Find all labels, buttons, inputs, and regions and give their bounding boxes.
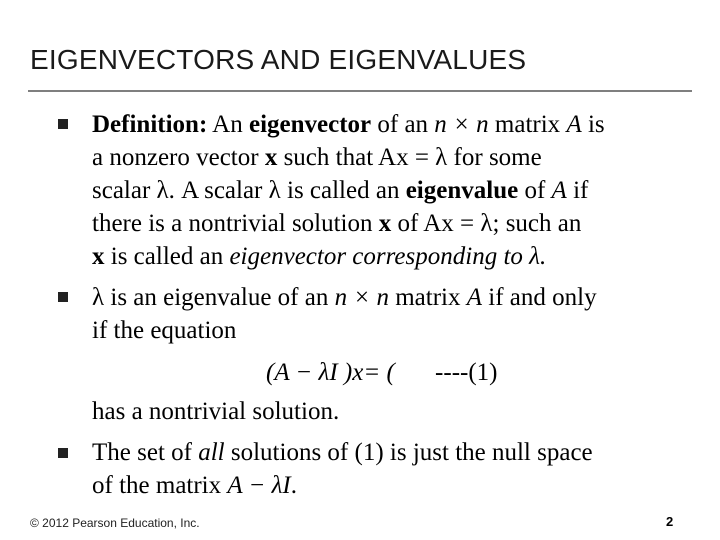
matrix-size: n × n <box>434 111 489 138</box>
title-underline <box>28 90 692 92</box>
equation-1-expression: (A − λI )x= ( <box>266 359 395 386</box>
copyright-footer: © 2012 Pearson Education, Inc. <box>30 516 200 530</box>
nullspace-line-2: of the matrix A − λI. <box>92 472 297 499</box>
term-eigenvector: eigenvector <box>248 111 372 138</box>
theorem-line-3: has a nontrivial solution. <box>92 398 340 425</box>
definition-line-3: scalar λ. A scalar λ is called an eigenvalue of A if <box>92 177 589 204</box>
equation-1 <box>266 358 498 388</box>
theorem-line-1: λ is an eigenvalue of an n × n matrix A if and only <box>92 284 597 311</box>
bullet-square-2 <box>58 292 68 302</box>
bullet-square-1 <box>58 119 68 129</box>
definition-line-2: a nonzero vector x such that Ax = λ for some <box>92 144 542 171</box>
theorem-line-2: if the equation <box>92 317 237 344</box>
definition-line-5: x is called an eigenvector corresponding to λ. <box>92 243 547 270</box>
equation-ax-lambda: Ax = λ <box>378 144 448 171</box>
definition-line-4: there is a nontrivial solution x of Ax = λ; such an <box>92 210 582 237</box>
definition-line-1: Definition: An eigenvector of an n × n matrix A is <box>92 111 605 138</box>
definition-label: Definition: <box>92 111 208 138</box>
bullet-square-3 <box>58 448 68 458</box>
equation-ax-lambda-2: Ax = λ <box>423 210 493 237</box>
slide-title: EIGENVECTORS AND EIGENVALUES <box>30 44 527 75</box>
nullspace-line-1: The set of all solutions of (1) is just the null space <box>92 439 593 466</box>
term-eigenvalue: eigenvalue <box>405 177 519 204</box>
page-number: 2 <box>666 514 674 529</box>
equation-1-label: ----(1) <box>435 359 498 386</box>
